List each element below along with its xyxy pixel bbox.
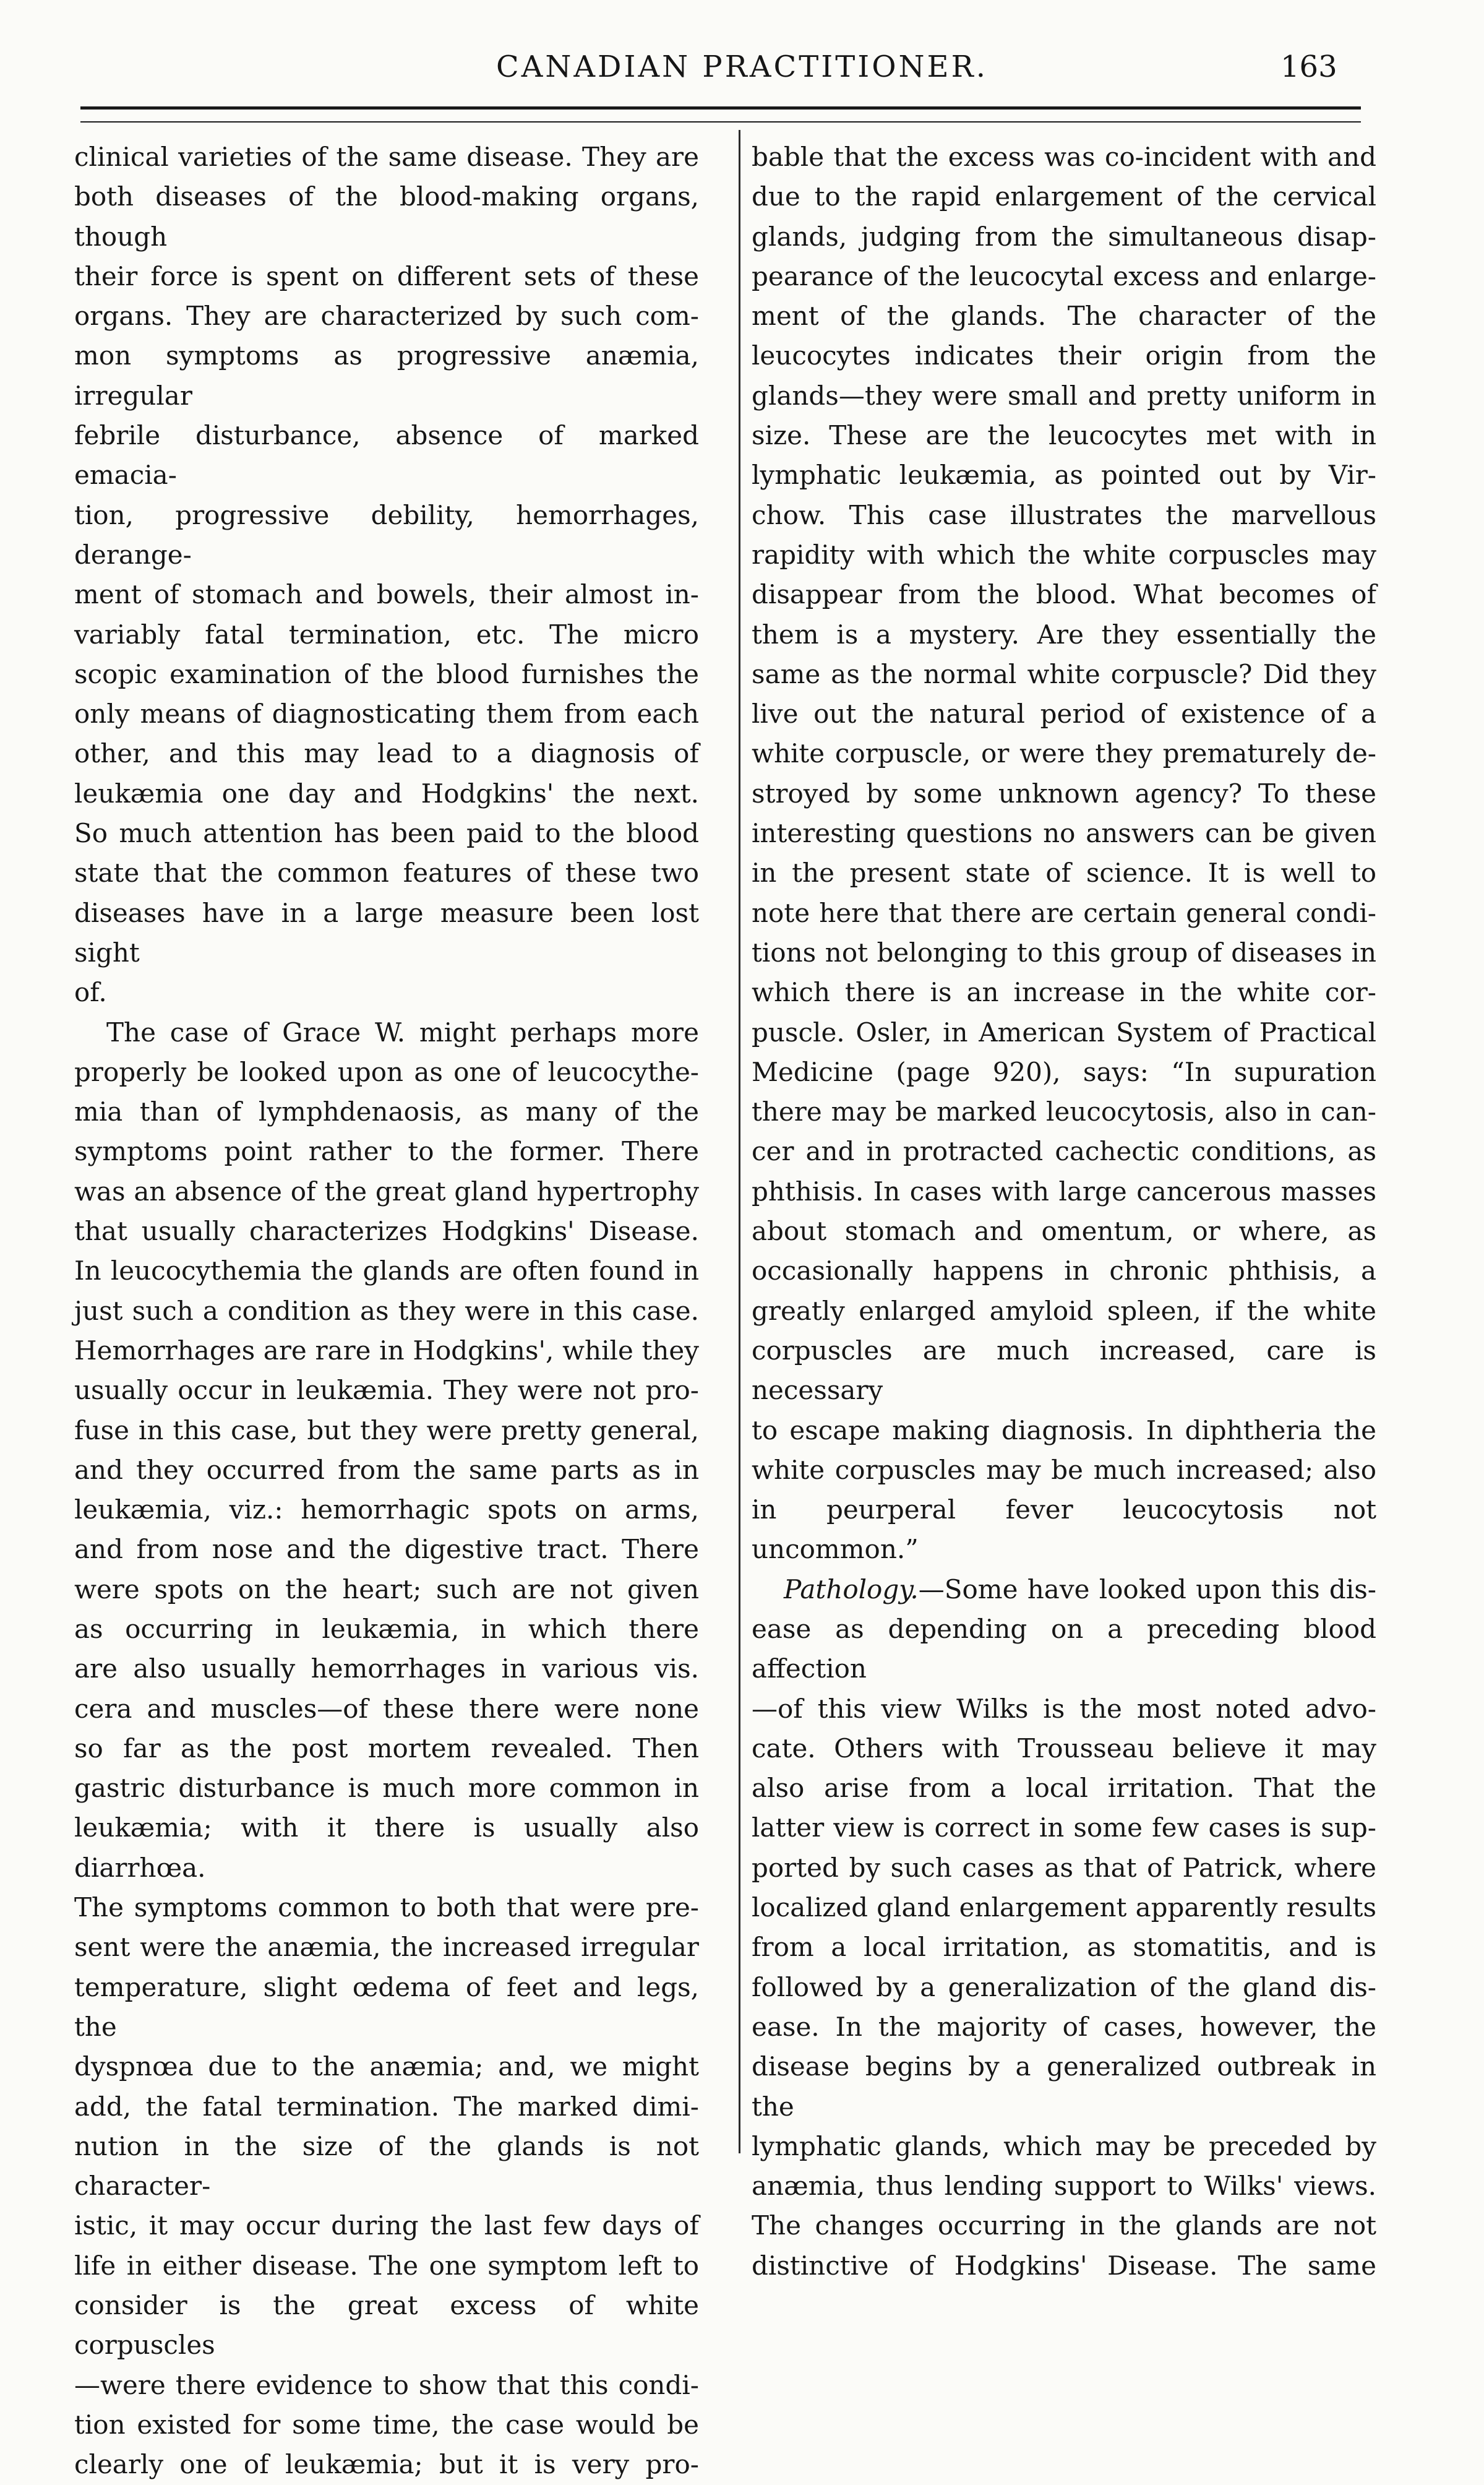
- text-line: only means of diagnosticating them from each: [74, 699, 699, 730]
- left-column: [74, 137, 699, 2480]
- text-line: in peurperal fever leucocytosis not uncommon.”: [752, 1494, 1376, 1565]
- text-line: organs. They are characterized by such com-: [74, 301, 699, 332]
- text-line: ported by such cases as that of Patrick, where: [752, 1852, 1376, 1883]
- text-line: them is a mystery. Are they essentially the: [752, 619, 1376, 650]
- text-line: tion, progressive debility, hemorrhages, derange-: [74, 499, 699, 570]
- text-line: variably fatal termination, etc. The micro: [74, 619, 699, 650]
- text-line: same as the normal white corpuscle? Did they: [752, 658, 1376, 689]
- text-line: their force is spent on different sets of these: [74, 261, 699, 291]
- text-line: mia than of lymphdenaosis, as many of the: [74, 1096, 699, 1127]
- text-line: leukæmia one day and Hodgkins' the next.: [74, 778, 699, 809]
- text-line: cer and in protracted cachectic conditions, as: [752, 1136, 1376, 1167]
- text-line: istic, it may occur during the last few days of: [74, 2210, 699, 2241]
- text-line: —of this view Wilks is the most noted advo-: [752, 1693, 1376, 1724]
- text-line: interesting questions no answers can be given: [752, 818, 1376, 849]
- right-column: [752, 137, 1376, 2281]
- text-line: fuse in this case, but they were pretty general,: [74, 1415, 699, 1445]
- text-line: in the present state of science. It is well to: [752, 858, 1376, 889]
- text-line: occasionally happens in chronic phthisis, a: [752, 1255, 1376, 1286]
- text-line: from a local irritation, as stomatitis, and is: [752, 1932, 1376, 1963]
- text-line: state that the common features of these two: [74, 858, 699, 889]
- text-line: The symptoms common to both that were pre-: [74, 1892, 699, 1923]
- text-line: mon symptoms as progressive anæmia, irregular: [74, 340, 699, 411]
- text-line: size. These are the leucocytes met with in: [752, 420, 1376, 451]
- text-line: as occurring in leukæmia, in which there: [74, 1613, 699, 1644]
- text-line: and they occurred from the same parts as in: [74, 1454, 699, 1485]
- text-line: ment of the glands. The character of the: [752, 301, 1376, 332]
- text-line: temperature, slight œdema of feet and legs, the: [74, 1971, 699, 2042]
- text-line: stroyed by some unknown agency? To these: [752, 778, 1376, 809]
- text-line: gastric disturbance is much more common in: [74, 1773, 699, 1804]
- page-number: 163: [1280, 50, 1337, 84]
- text-line: disappear from the blood. What becomes of: [752, 579, 1376, 610]
- text-line: about stomach and omentum, or where, as: [752, 1216, 1376, 1247]
- text-line: consider is the great excess of white corpuscles: [74, 2290, 699, 2361]
- text-line: leukæmia, viz.: hemorrhagic spots on arms,: [74, 1494, 699, 1525]
- text-line: So much attention has been paid to the blood: [74, 818, 699, 849]
- text-line: febrile disturbance, absence of marked emacia-: [74, 420, 699, 491]
- text-line: were spots on the heart; such are not given: [74, 1574, 699, 1604]
- text-line: lymphatic glands, which may be preceded by: [752, 2130, 1376, 2161]
- text-line: due to the rapid enlargement of the cervical: [752, 181, 1376, 212]
- text-line: puscle. Osler, in American System of Practical: [752, 1017, 1376, 1048]
- text-line: scopic examination of the blood furnishes the: [74, 658, 699, 689]
- header-rule-thick: [80, 106, 1361, 110]
- section-heading: Pathology.: [784, 1574, 919, 1604]
- text-line: cate. Others with Trousseau believe it may: [752, 1733, 1376, 1764]
- text-line: tion existed for some time, the case would be: [74, 2409, 699, 2440]
- text-line: so far as the post mortem revealed. Then: [74, 1733, 699, 1764]
- text-line: white corpuscle, or were they prematurely de-: [752, 738, 1376, 769]
- text-line: life in either disease. The one symptom left to: [74, 2250, 699, 2281]
- text-line: sent were the anæmia, the increased irregular: [74, 1932, 699, 1963]
- text-line: distinctive of Hodgkins' Disease. The same: [752, 2250, 1376, 2281]
- text-line: other, and this may lead to a diagnosis of: [74, 738, 699, 769]
- text-line: note here that there are certain general condi-: [752, 897, 1376, 928]
- text-line: leukæmia; with it there is usually also diarrhœa.: [74, 1812, 699, 1883]
- text-line: —were there evidence to show that this condi-: [74, 2369, 699, 2400]
- text-line: The changes occurring in the glands are not: [752, 2210, 1376, 2241]
- text-line: there may be marked leucocytosis, also in can-: [752, 1096, 1376, 1127]
- text-line: was an absence of the great gland hypertrophy: [74, 1176, 699, 1207]
- text-line: and from nose and the digestive tract. There: [74, 1534, 699, 1565]
- text-line: diseases have in a large measure been lost sight: [74, 897, 699, 968]
- text-line: corpuscles are much increased, care is necessary: [752, 1335, 1376, 1406]
- text-line: Pathology.—Some have looked upon this dis-: [784, 1574, 1376, 1604]
- text-line: lymphatic leukæmia, as pointed out by Vir-: [752, 460, 1376, 491]
- text-line: white corpuscles may be much increased; also: [752, 1454, 1376, 1485]
- text-line: dyspnœa due to the anæmia; and, we might: [74, 2051, 699, 2082]
- text-line: clinical varieties of the same disease. They are: [74, 142, 699, 172]
- text-line: Medicine (page 920), says: “In supuration: [752, 1056, 1376, 1087]
- text-line: to escape making diagnosis. In diphtheria the: [752, 1415, 1376, 1445]
- text-line: The case of Grace W. might perhaps more: [106, 1017, 699, 1048]
- text-line: In leucocythemia the glands are often found in: [74, 1255, 699, 1286]
- text-line: greatly enlarged amyloid spleen, if the white: [752, 1295, 1376, 1326]
- text-line: ease. In the majority of cases, however, the: [752, 2011, 1376, 2042]
- text-line: latter view is correct in some few cases is sup-: [752, 1812, 1376, 1843]
- text-line: clearly one of leukæmia; but it is very pro-: [74, 2449, 699, 2480]
- text-line: usually occur in leukæmia. They were not pro-: [74, 1375, 699, 1406]
- text-line: symptoms point rather to the former. There: [74, 1136, 699, 1167]
- text-line: also arise from a local irritation. That the: [752, 1773, 1376, 1804]
- text-line: Hemorrhages are rare in Hodgkins', while they: [74, 1335, 699, 1366]
- text-line: tions not belonging to this group of diseases in: [752, 937, 1376, 968]
- text-line: anæmia, thus lending support to Wilks' views.: [752, 2171, 1376, 2202]
- text-line: pearance of the leucocytal excess and enlarge-: [752, 261, 1376, 291]
- text-line: localized gland enlargement apparently results: [752, 1892, 1376, 1923]
- text-line: ment of stomach and bowels, their almost in-: [74, 579, 699, 610]
- text-line: ease as depending on a preceding blood affection: [752, 1613, 1376, 1684]
- text-line: just such a condition as they were in this case.: [74, 1295, 699, 1326]
- text-line: chow. This case illustrates the marvellous: [752, 499, 1376, 530]
- text-line: live out the natural period of existence of a: [752, 699, 1376, 730]
- text-line: cera and muscles—of these there were none: [74, 1693, 699, 1724]
- text-line: are also usually hemorrhages in various vis.: [74, 1653, 699, 1684]
- header-rule-thin: [80, 121, 1361, 123]
- text-line: nution in the size of the glands is not character-: [74, 2130, 699, 2202]
- text-line: add, the fatal termination. The marked dimi-: [74, 2091, 699, 2122]
- text-line: followed by a generalization of the gland dis-: [752, 1971, 1376, 2002]
- text-line: rapidity with which the white corpuscles may: [752, 539, 1376, 570]
- column-divider: [739, 130, 740, 2153]
- text-line: which there is an increase in the white cor-: [752, 977, 1376, 1008]
- running-title: CANADIAN PRACTITIONER.: [496, 50, 988, 84]
- text-line: disease begins by a generalized outbreak in the: [752, 2051, 1376, 2122]
- text-line: glands—they were small and pretty uniform in: [752, 380, 1376, 411]
- text-line: that usually characterizes Hodgkins' Disease.: [74, 1216, 699, 1247]
- text-line: bable that the excess was co-incident with and: [752, 142, 1376, 172]
- text-line: of.: [74, 977, 107, 1008]
- text-line: phthisis. In cases with large cancerous masses: [752, 1176, 1376, 1207]
- text-line: properly be looked upon as one of leucocythe-: [74, 1056, 699, 1087]
- text-line: glands, judging from the simultaneous disap-: [752, 221, 1376, 252]
- text-line: leucocytes indicates their origin from the: [752, 340, 1376, 371]
- text-line: both diseases of the blood-making organs, though: [74, 181, 699, 252]
